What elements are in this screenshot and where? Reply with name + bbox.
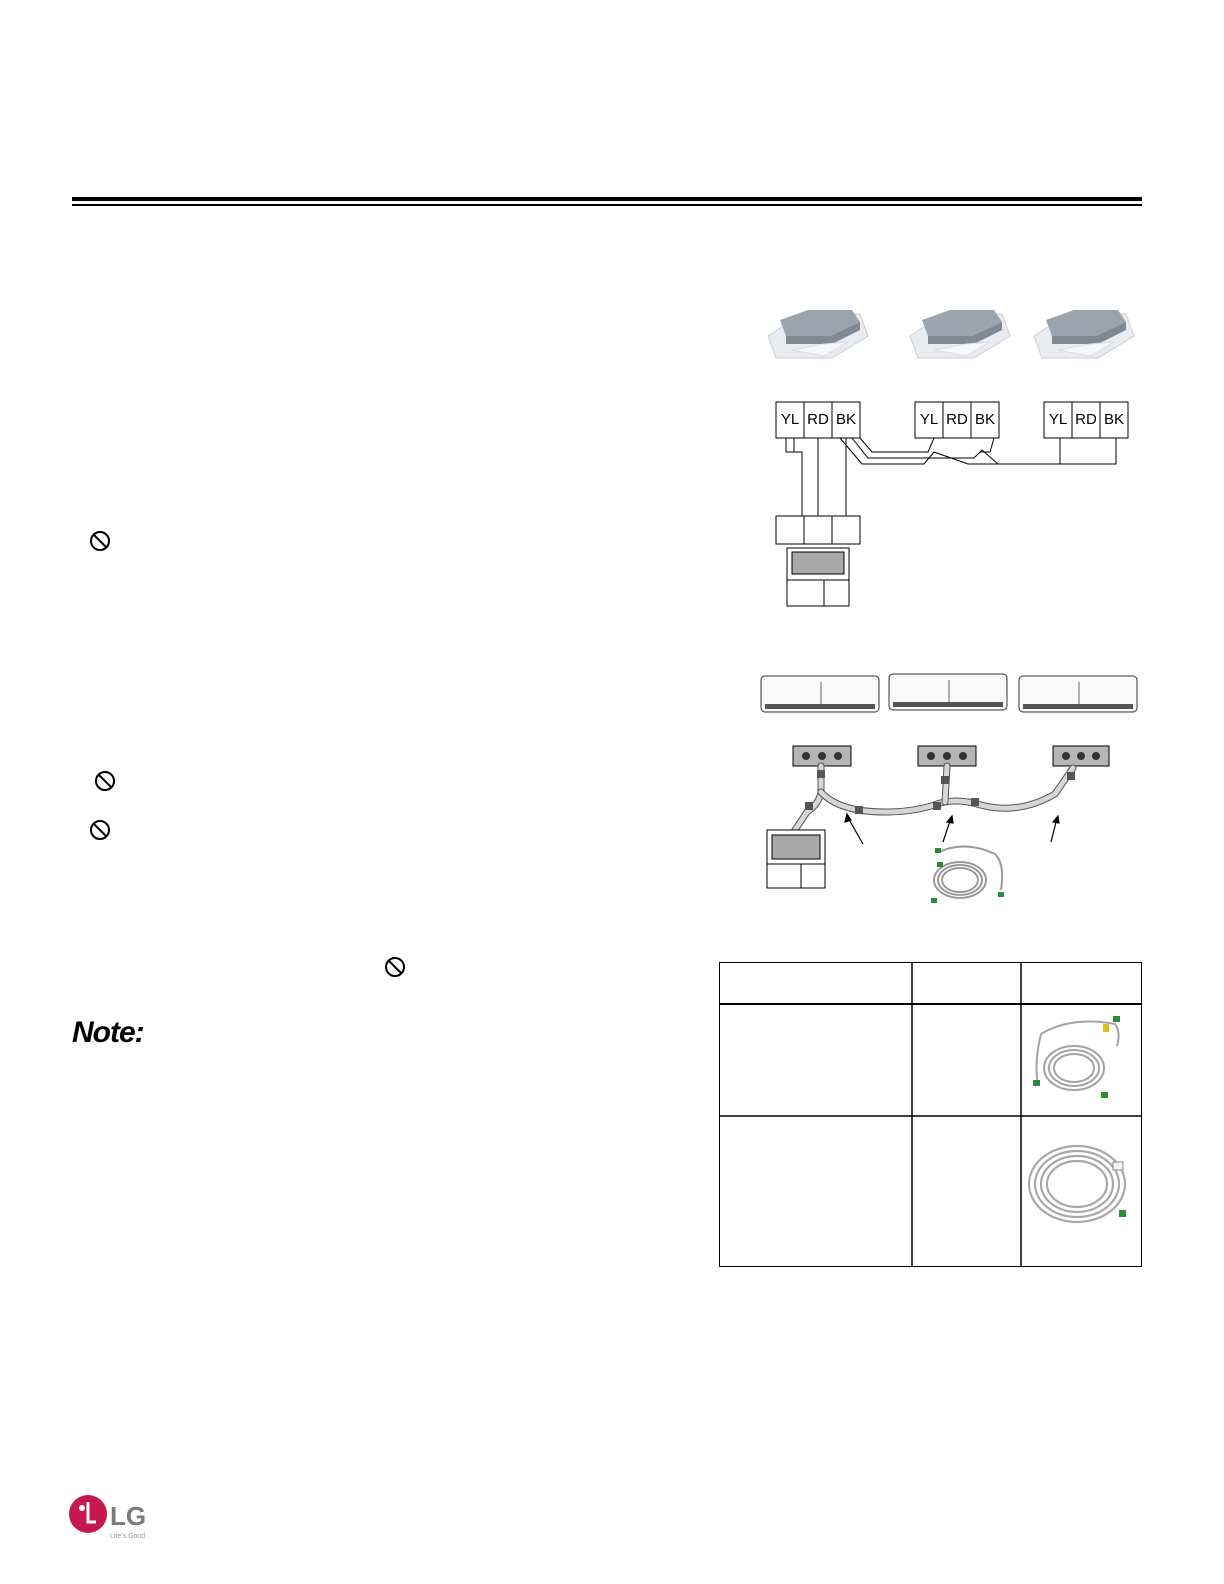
header-rule-thick [72,197,1142,201]
terminal-label: RD [807,411,829,428]
terminal-block-2 [915,402,999,438]
prohibition-icon [384,956,406,978]
wall-unit-illustration [1019,676,1137,712]
terminal-label: YL [780,411,800,428]
terminal-label: BK [1103,411,1125,428]
pointer-arrows [845,814,1059,844]
connector-terminal [1053,746,1109,766]
lg-logo [68,1494,178,1542]
cable-table [719,962,1142,1267]
terminal-label: YL [1048,411,1068,428]
terminal-block-3 [1044,402,1128,438]
terminal-label: YL [919,411,939,428]
note-heading: Note: [72,1016,144,1049]
prohibition-icon [94,770,116,792]
wiring-lines [786,438,1116,516]
terminal-block-1 [776,402,860,438]
cassette-unit-illustration [768,310,868,358]
wall-unit-illustration [889,674,1007,710]
cassette-unit-illustration [1034,310,1134,358]
prohibition-icon [89,819,111,841]
header-rule-thin [72,204,1142,206]
terminal-label: BK [974,411,996,428]
wall-unit-harness-diagram [755,668,1145,918]
cable-image-extension [1029,1146,1126,1222]
wall-unit-illustration [761,676,879,712]
cassette-unit-illustration [910,310,1010,358]
cable-image-harness [1033,1016,1120,1098]
logo-brand: LG [110,1501,147,1531]
cassette-wiring-diagram [740,300,1160,620]
terminal-label: RD [946,411,968,428]
remote-controller [767,830,825,888]
terminal-label: BK [835,411,857,428]
terminal-label: RD [1075,411,1097,428]
logo-tagline: Life's Good [110,1533,146,1540]
remote-controller [776,516,860,606]
prohibition-icon [89,530,111,552]
coiled-cable-illustration [931,846,1004,903]
harness-cable [795,766,1075,830]
